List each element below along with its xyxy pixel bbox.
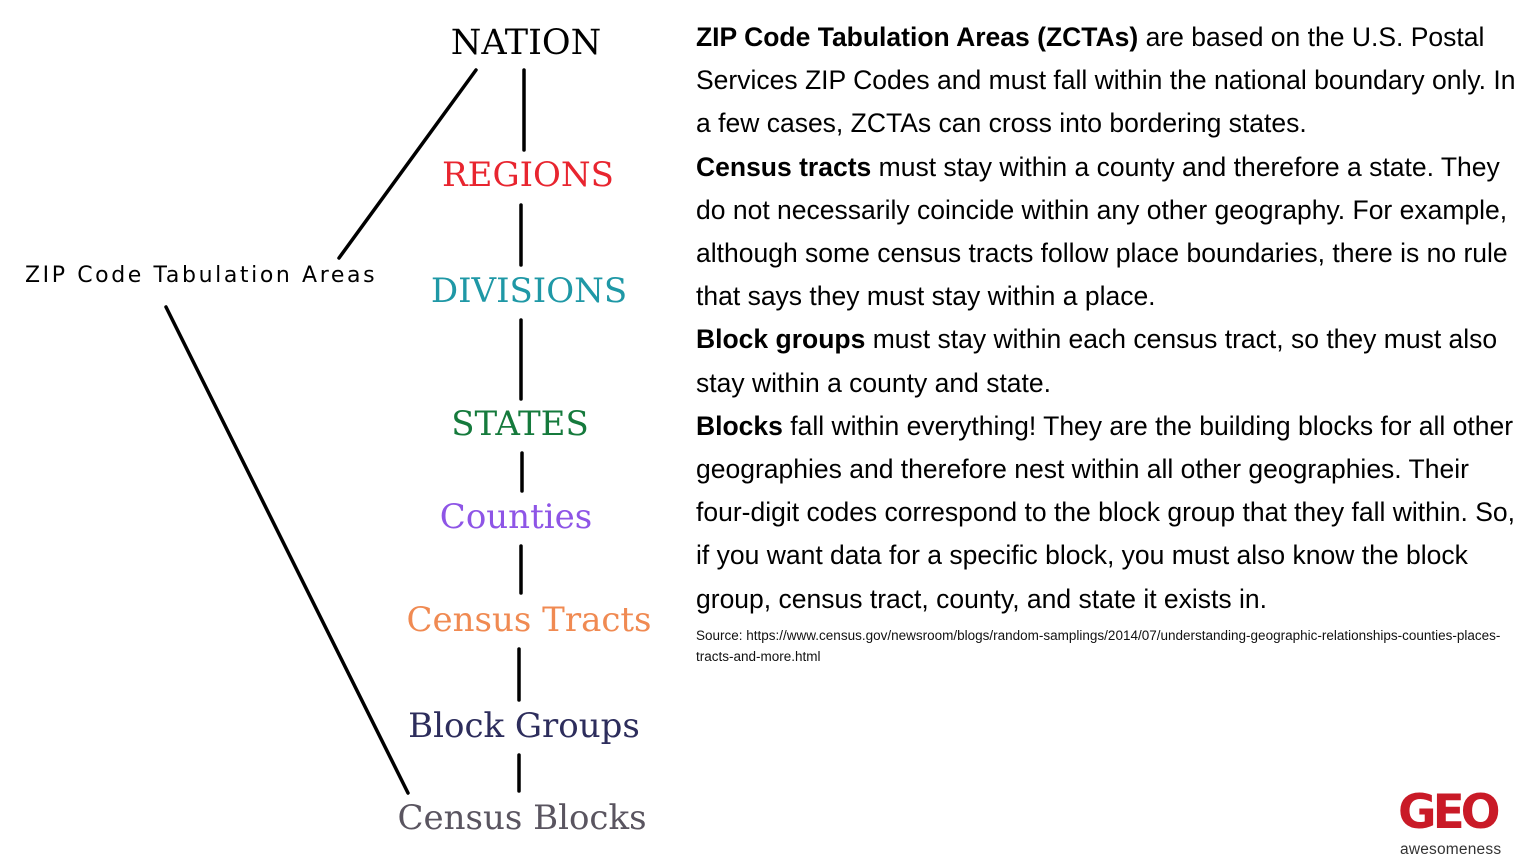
tracts-term: Census tracts (696, 151, 872, 182)
block-groups-paragraph (696, 318, 1516, 404)
blocks-paragraph (696, 405, 1516, 621)
source-citation: Source: https://www.census.gov/newsroom/blogs/random-samplings/2014/07/understanding-geographic-relationships-counties-places-tracts-and-more.html (696, 627, 1501, 664)
census-blocks-label: Census Blocks (397, 798, 647, 838)
states-label: STATES (451, 404, 589, 444)
logo-mark: GEO (1398, 785, 1497, 840)
block-groups-term: Block groups (696, 324, 866, 355)
geo-awesomeness-logo (1398, 786, 1532, 860)
blocks-description: fall within everything! They are the building blocks for all other geographies and therefore nest within all other geographies. Their four-digit codes correspond to the block group that they fall within. So, if you want data for a specific block, you must also know the block group, census tract, county, and state it exists in. (696, 410, 1516, 614)
zcta-paragraph (696, 16, 1516, 146)
nation-label: NATION (450, 23, 602, 63)
logo-wordmark: awesomeness (1400, 841, 1502, 858)
block-groups-label: Block Groups (408, 706, 640, 746)
zcta-term: ZIP Code Tabulation Areas (ZCTAs) (696, 22, 1139, 52)
counties-label: Counties (439, 497, 593, 537)
zcta-label: ZIP Code Tabulation Areas (25, 263, 378, 288)
tracts-paragraph (696, 146, 1516, 319)
regions-label: REGIONS (442, 155, 614, 195)
blocks-term: Blocks (696, 410, 783, 441)
block-groups-description: must stay within each census tract, so they must also stay within a county and state. (696, 324, 1498, 398)
connector-zcta-blocks (166, 307, 408, 793)
divisions-label: DIVISIONS (430, 271, 628, 311)
census-tracts-label: Census Tracts (406, 600, 652, 640)
explanation-panel (696, 16, 1516, 667)
zcta-description: are based on the U.S. Postal Services ZIP Codes and must fall within the national boundary only. In a few cases, ZCTAs can cross into bordering states. (696, 22, 1516, 139)
tracts-description: must stay within a county and therefore a state. They do not necessarily coincide within any other geography. For example, although some census tracts follow place boundaries, there is no rule that says they must stay within a place. (696, 151, 1508, 312)
